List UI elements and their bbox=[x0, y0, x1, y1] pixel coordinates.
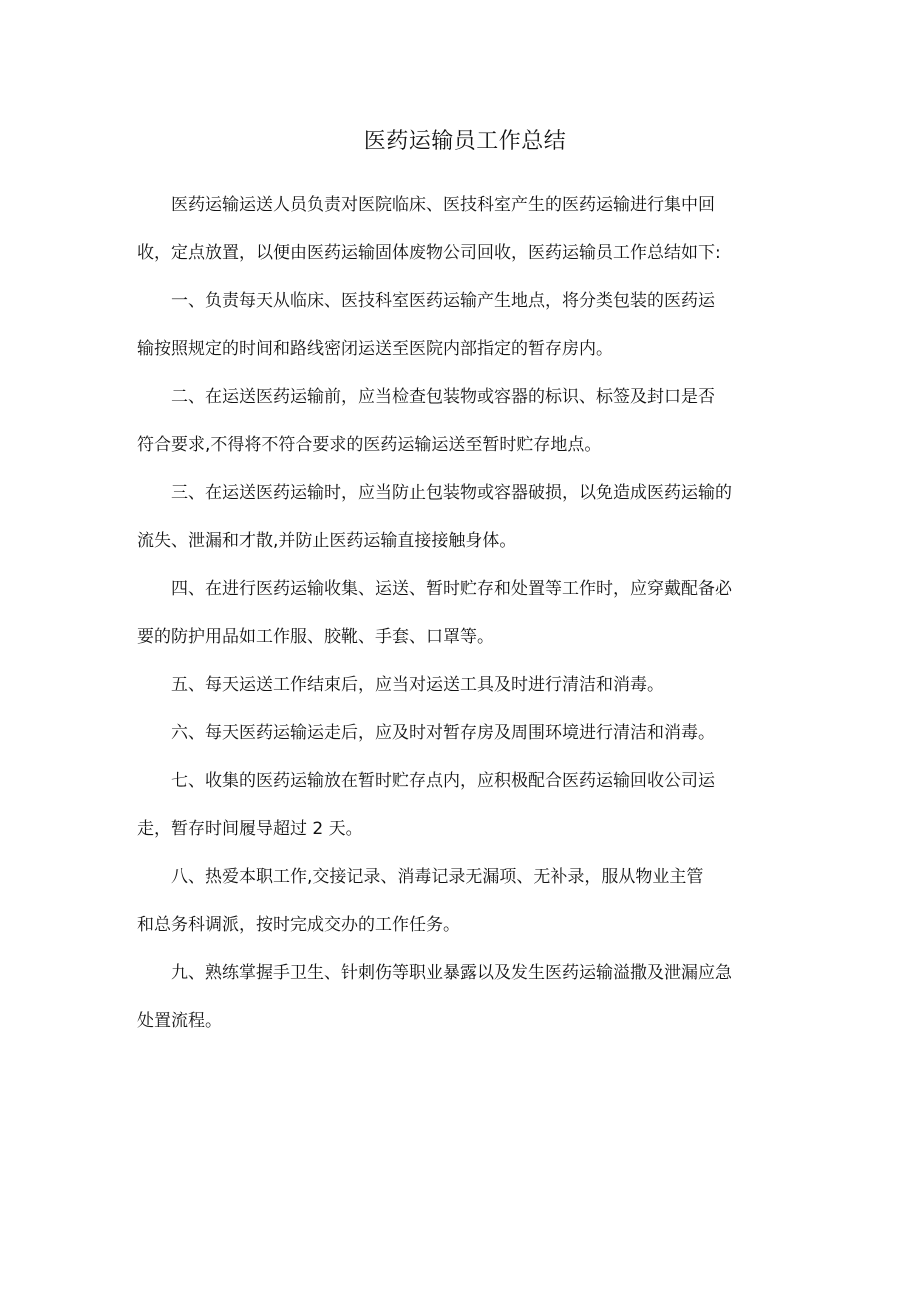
paragraph-item-1 bbox=[137, 277, 797, 373]
paragraph-line: 六、每天医药运输运走后，应及时对暂存房及周围环境进行清洁和消毒。 bbox=[171, 723, 715, 743]
paragraph-item-9 bbox=[137, 949, 797, 1045]
paragraph-line: 收，定点放置，以便由医药运输固体废物公司回收，医药运输员工作总结如下: bbox=[137, 243, 721, 263]
paragraph-line: 七、收集的医药运输放在暂时贮存点内，应积极配合医药运输回收公司运 bbox=[171, 771, 715, 791]
paragraph-item-2 bbox=[137, 373, 797, 469]
document-body bbox=[137, 181, 797, 1045]
paragraph-line: 四、在进行医药运输收集、运送、暂时贮存和处置等工作时，应穿戴配备必 bbox=[171, 579, 732, 599]
paragraph-intro bbox=[137, 181, 797, 277]
paragraph-line: 和总务科调派，按时完成交办的工作任务。 bbox=[137, 915, 460, 935]
paragraph-line: 要的防护用品如工作服、胶靴、手套、口罩等。 bbox=[137, 627, 494, 647]
paragraph-line: 走，暂存时间履导超过 2 天。 bbox=[137, 819, 363, 839]
paragraph-line: 符合要求,不得将不符合要求的医药运输运送至暂时贮存地点。 bbox=[137, 435, 602, 455]
paragraph-line: 三、在运送医药运输时，应当防止包装物或容器破损，以免造成医药运输的 bbox=[171, 483, 732, 503]
paragraph-line: 流失、泄漏和才散,并防止医药运输直接接触身体。 bbox=[137, 531, 517, 551]
paragraph-line: 一、负责每天从临床、医技科室医药运输产生地点，将分类包装的医药运 bbox=[171, 291, 715, 311]
paragraph-item-4 bbox=[137, 565, 797, 661]
paragraph-line: 处置流程。 bbox=[137, 1011, 222, 1031]
paragraph-item-5 bbox=[137, 661, 797, 709]
paragraph-line: 九、熟练掌握手卫生、针刺伤等职业暴露以及发生医药运输溢撒及泄漏应急 bbox=[171, 963, 732, 983]
document-title: 医药运输员工作总结 bbox=[363, 129, 567, 154]
paragraph-line: 八、热爱本职工作,交接记录、消毒记录无漏项、无补录，服从物业主管 bbox=[171, 867, 704, 887]
paragraph-item-6 bbox=[137, 709, 797, 757]
paragraph-line: 二、在运送医药运输前，应当检查包装物或容器的标识、标签及封口是否 bbox=[171, 387, 715, 407]
paragraph-line: 输按照规定的时间和路线密闭运送至医院内部指定的暂存房内。 bbox=[137, 339, 613, 359]
paragraph-item-8 bbox=[137, 853, 797, 949]
paragraph-item-7 bbox=[137, 757, 797, 853]
paragraph-line: 医药运输运送人员负责对医院临床、医技科室产生的医药运输进行集中回 bbox=[171, 195, 715, 215]
paragraph-item-3 bbox=[137, 469, 797, 565]
paragraph-line: 五、每天运送工作结束后，应当对运送工具及时进行清洁和消毒。 bbox=[171, 675, 664, 695]
